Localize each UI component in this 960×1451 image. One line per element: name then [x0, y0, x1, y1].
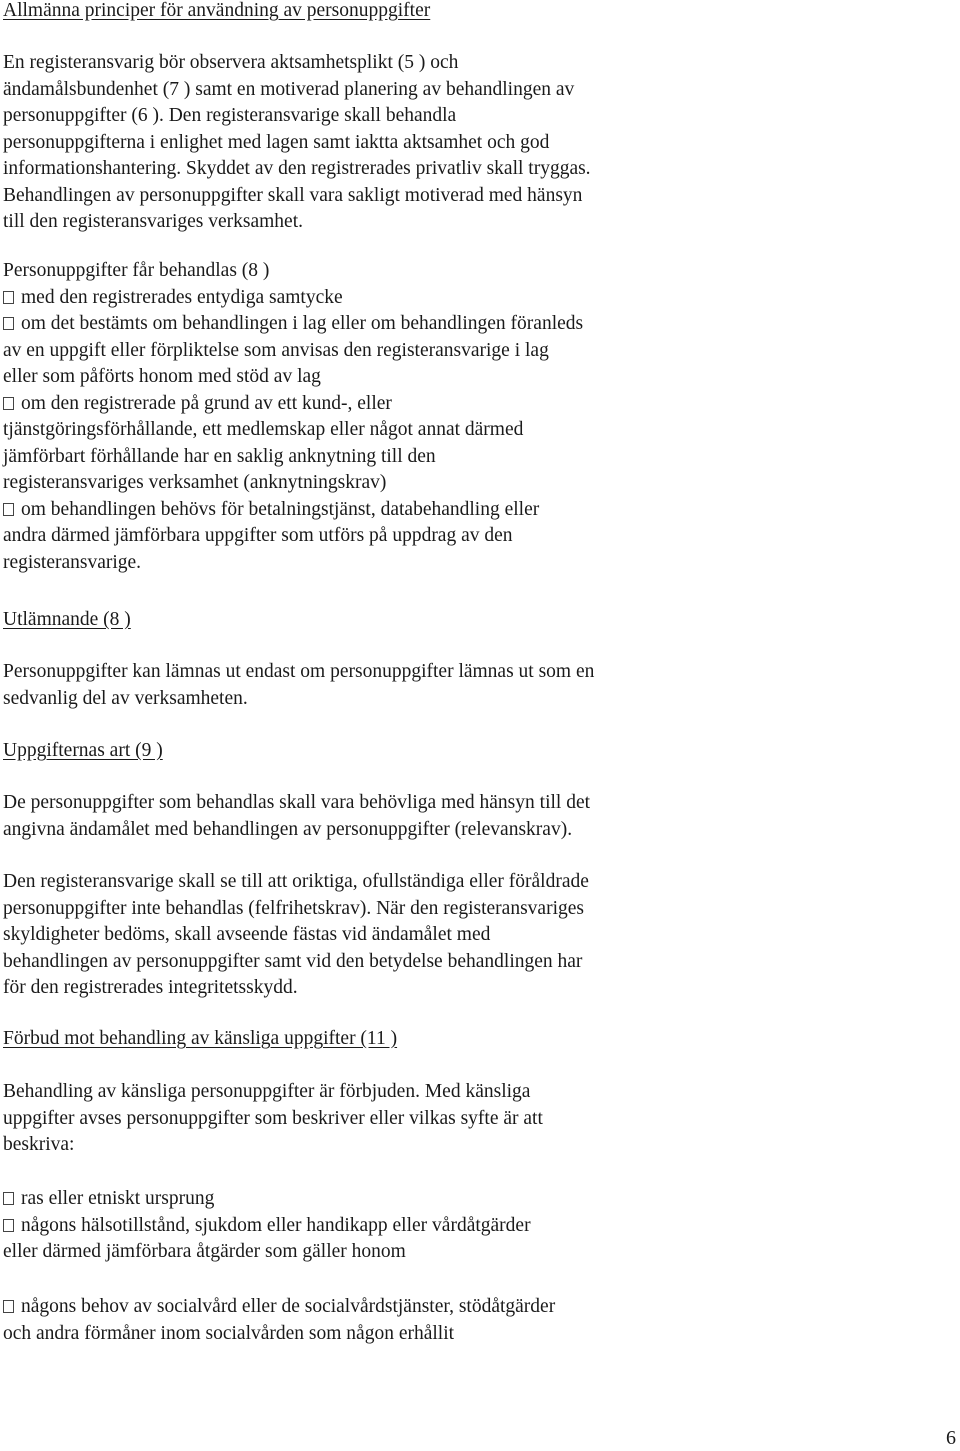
text-line: personuppgifter (6 ). Den registeransvarige skall behandla: [3, 105, 457, 126]
text-line: ändamålsbundenhet (7 ) samt en motiverad planering av behandlingen av: [3, 78, 575, 100]
checkbox-icon: [3, 1219, 14, 1232]
section-heading-sensitive-data: [3, 1026, 723, 1053]
text-line: jämförbart förhållande har en saklig anknytning till den: [3, 445, 436, 467]
checkbox-icon: [3, 291, 14, 304]
list-social-care: [3, 1294, 723, 1347]
list-item: någons behov av socialvård eller de socialvårdstjänster, stödåtgärder: [3, 1294, 723, 1321]
text-line: informationshantering. Skyddet av den registrerades privatliv skall tryggas.: [3, 158, 591, 179]
paragraph-principles: [3, 50, 723, 236]
text-line: Den registeransvarige skall se till att oriktiga, ofullständiga eller föråldrade: [3, 871, 589, 892]
list-item: om behandlingen behövs för betalningstjänst, databehandling eller: [3, 497, 723, 524]
text-line: angivna ändamålet med behandlingen av personuppgifter (relevanskrav).: [3, 818, 573, 840]
list-item: med den registrerades entydiga samtycke: [3, 285, 723, 312]
text-line: och andra förmåner inom socialvården som någon erhållit: [3, 1322, 455, 1344]
text-line: Personuppgifter kan lämnas ut endast om personuppgifter lämnas ut som en: [3, 661, 595, 682]
paragraph-relevance: [3, 790, 723, 843]
section-heading-principles: [3, 0, 723, 25]
paragraph-sensitive-data: [3, 1079, 723, 1159]
heading-text: Allmänna principer för användning av personuppgifter: [3, 0, 431, 21]
list-item: ras eller etniskt ursprung: [3, 1186, 723, 1213]
section-heading-data-nature: [3, 738, 723, 765]
checkbox-icon: [3, 397, 14, 410]
paragraph-processing-conditions: [3, 258, 723, 576]
text-line: personuppgifterna i enlighet med lagen samt iaktta aktsamhet och god: [3, 131, 550, 153]
list-item: om den registrerade på grund av ett kund-, eller: [3, 391, 723, 418]
text-line: till den registeransvariges verksamhet.: [3, 211, 303, 232]
text-line: Behandlingen av personuppgifter skall vara sakligt motiverad med hänsyn: [3, 184, 583, 206]
text-line: registeransvarige.: [3, 551, 142, 573]
heading-text: Förbud mot behandling av känsliga uppgifter (11 ): [3, 1028, 398, 1049]
paragraph-accuracy: [3, 869, 723, 1002]
text-line: beskriva:: [3, 1134, 75, 1155]
heading-text: Utlämnande (8 ): [3, 609, 131, 630]
list-sensitive-categories: [3, 1186, 723, 1266]
text-line: sedvanlig del av verksamheten.: [3, 687, 248, 709]
checkbox-icon: [3, 1192, 14, 1205]
text-line: av en uppgift eller förpliktelse som anvisas den registeransvarige i lag: [3, 339, 549, 361]
text-line: tjänstgöringsförhållande, ett medlemskap eller något annat därmed: [3, 419, 524, 440]
heading-text: Uppgifternas art (9 ): [3, 740, 163, 761]
text-line: personuppgifter inte behandlas (felfrihetskrav). När den registeransvariges: [3, 897, 584, 919]
text-line: andra därmed jämförbara uppgifter som utförs på uppdrag av den: [3, 525, 513, 546]
text-line: för den registrerades integritetsskydd.: [3, 977, 298, 998]
section-heading-disclosure: [3, 607, 723, 634]
list-item: någons hälsotillstånd, sjukdom eller handikapp eller vårdåtgärder: [3, 1213, 723, 1240]
checkbox-icon: [3, 317, 14, 330]
text-line: De personuppgifter som behandlas skall vara behövliga med hänsyn till det: [3, 792, 591, 813]
page-number: 6: [946, 1427, 956, 1449]
list-item: om det bestämts om behandlingen i lag eller om behandlingen föranleds: [3, 311, 723, 338]
text-line: behandlingen av personuppgifter samt vid den betydelse behandlingen har: [3, 950, 583, 972]
text-line: Personuppgifter får behandlas (8 ): [3, 260, 270, 281]
text-line: En registeransvarig bör observera aktsamhetsplikt (5 ) och: [3, 52, 459, 73]
text-line: eller som påförts honom med stöd av lag: [3, 366, 321, 387]
checkbox-icon: [3, 503, 14, 516]
text-line: skyldigheter bedöms, skall avseende fästas vid ändamålet med: [3, 924, 491, 945]
text-line: Behandling av känsliga personuppgifter är förbjuden. Med känsliga: [3, 1081, 531, 1102]
text-line: registeransvariges verksamhet (anknytningskrav): [3, 472, 387, 493]
text-line: eller därmed jämförbara åtgärder som gäller honom: [3, 1241, 406, 1262]
text-line: uppgifter avses personuppgifter som beskriver eller vilkas syfte är att: [3, 1107, 543, 1129]
paragraph-disclosure: [3, 659, 723, 712]
checkbox-icon: [3, 1300, 14, 1313]
